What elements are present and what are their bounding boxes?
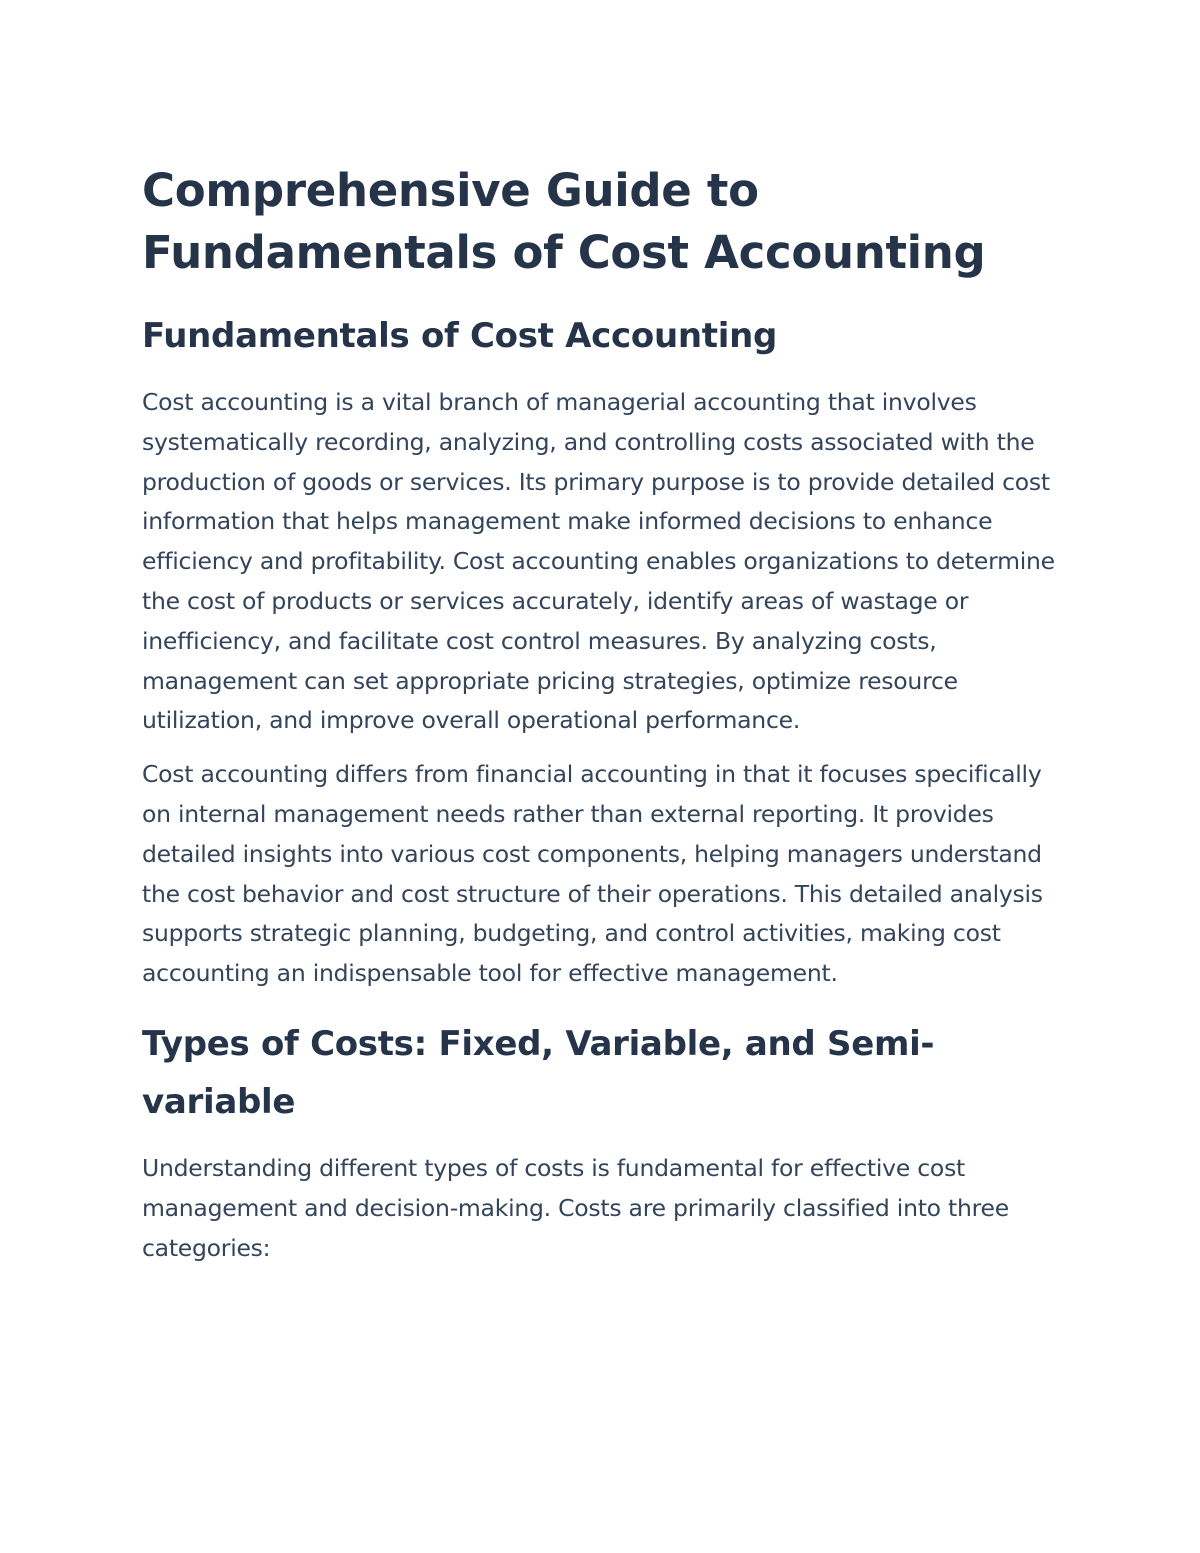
- document-title: Comprehensive Guide to Fundamentals of Cost Accounting: [142, 164, 986, 279]
- section-heading-fundamentals: Fundamentals of Cost Accounting: [142, 316, 778, 356]
- section-heading-types-of-costs: Types of Costs: Fixed, Variable, and Semi-variable: [142, 1023, 935, 1122]
- paragraph-cost-accounting-definition: Cost accounting is a vital branch of managerial accounting that involves systematically recording, analyzing, and controlling costs associated with the production of goods or services. Its primary purpose is to provide detailed cost information that helps management make informed decisions to enhance efficiency and profitability. Cost accounting enables organizations to determine the cost of products or services accurately, identify areas of wastage or inefficiency, and facilitate cost control measures. By analyzing costs, management can set appropriate pricing strategies, optimize resource utilization, and improve overall operational performance.: [142, 388, 1055, 735]
- document-page: [142, 160, 1072, 1268]
- paragraph-cost-vs-financial-accounting: Cost accounting differs from financial accounting in that it focuses specifically on internal management needs rather than external reporting. It provides detailed insights into various cost components, helping managers understand the cost behavior and cost structure of their operations. This detailed analysis supports strategic planning, budgeting, and control activities, making cost accounting an indispensable tool for effective management.: [142, 760, 1043, 988]
- paragraph-types-of-costs-intro: Understanding different types of costs is fundamental for effective cost management and decision-making. Costs are primarily classified into three categories:: [142, 1153, 1009, 1262]
